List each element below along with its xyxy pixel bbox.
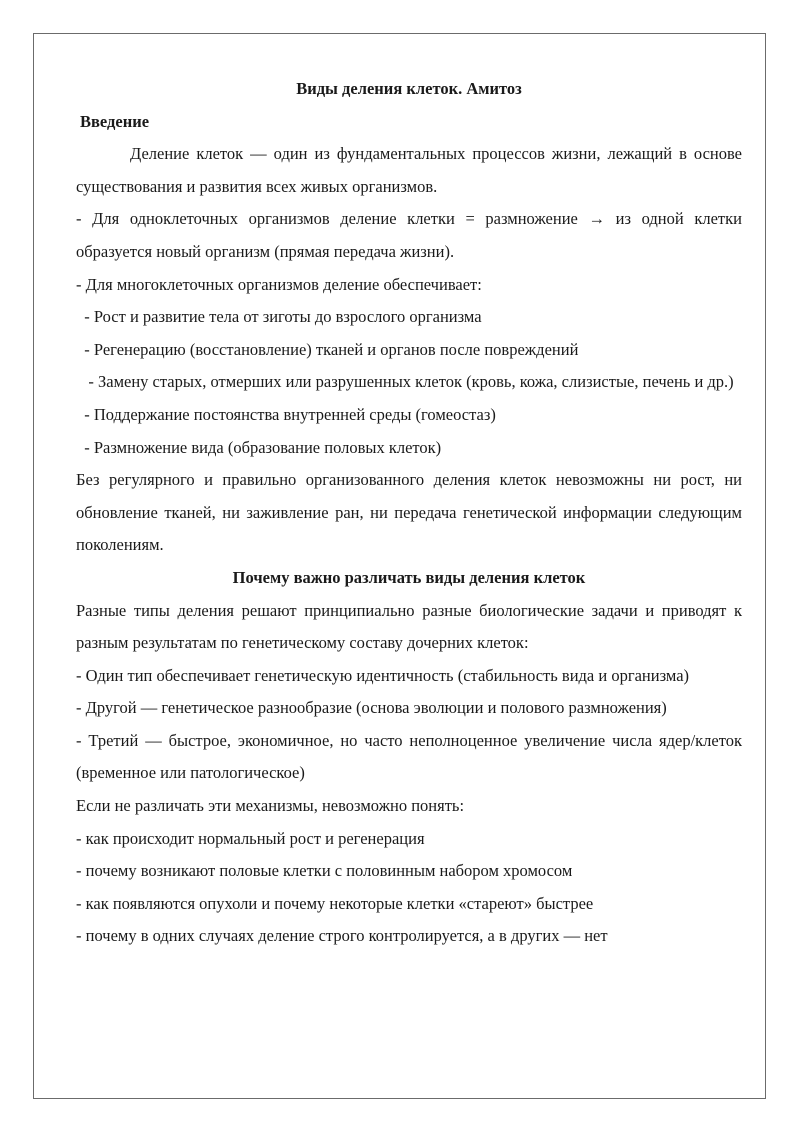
list-item: - почему возникают половые клетки с половинным набором хромосом [76,861,573,881]
list-item: - как происходит нормальный рост и регенерация [76,828,425,848]
paragraph: - Для одноклеточных организмов деление клетки = размножение → из одной клетки образуется новый организм (прямая передача жизни). [76,209,742,261]
list-item: - почему в одних случаях деление строго контролируется, а в других — нет [76,926,608,946]
list-item: - Поддержание постоянства внутренней среды (гомеостаз) [76,404,496,424]
list-item: - как появляются опухоли и почему некоторые клетки «стареют» быстрее [76,893,594,913]
paragraph: Разные типы деления решают принципиально разные биологические задачи и приводят к разным результатам по генетическому составу дочерних клеток: [76,600,742,653]
document-body [76,73,742,953]
paragraph: Если не различать эти механизмы, невозможно понять: [76,796,465,816]
paragraph: - Для многоклеточных организмов деление обеспечивает: [76,274,482,294]
paragraph: Без регулярного и правильно организованного деления клеток невозможны ни рост, ни обновление тканей, ни заживление ран, ни передача генетической информации следующим поколениям. [76,470,742,555]
section-heading: Почему важно различать виды деления клеток [232,567,586,587]
paragraph: Деление клеток — один из фундаментальных процессов жизни, лежащий в основе существования и развития всех живых организмов. [76,144,742,196]
list-item: - Регенерацию (восстановление) тканей и органов после повреждений [76,339,579,359]
list-item: - Другой — генетическое разнообразие (основа эволюции и полового размножения) [76,698,667,718]
list-item: - Замену старых, отмерших или разрушенных клеток (кровь, кожа, слизистые, печень и др.) [76,372,734,392]
document-title: Виды деления клеток. Амитоз [296,79,522,98]
list-item: - Размножение вида (образование половых клеток) [76,437,442,457]
list-item: - Один тип обеспечивает генетическую идентичность (стабильность вида и организма) [76,665,690,685]
intro-heading: Введение [80,111,150,131]
list-item: - Рост и развитие тела от зиготы до взрослого организма [76,307,482,327]
list-item: - Третий — быстрое, экономичное, но часто неполноценное увеличение числа ядер/клеток (временное или патологическое) [76,730,742,783]
